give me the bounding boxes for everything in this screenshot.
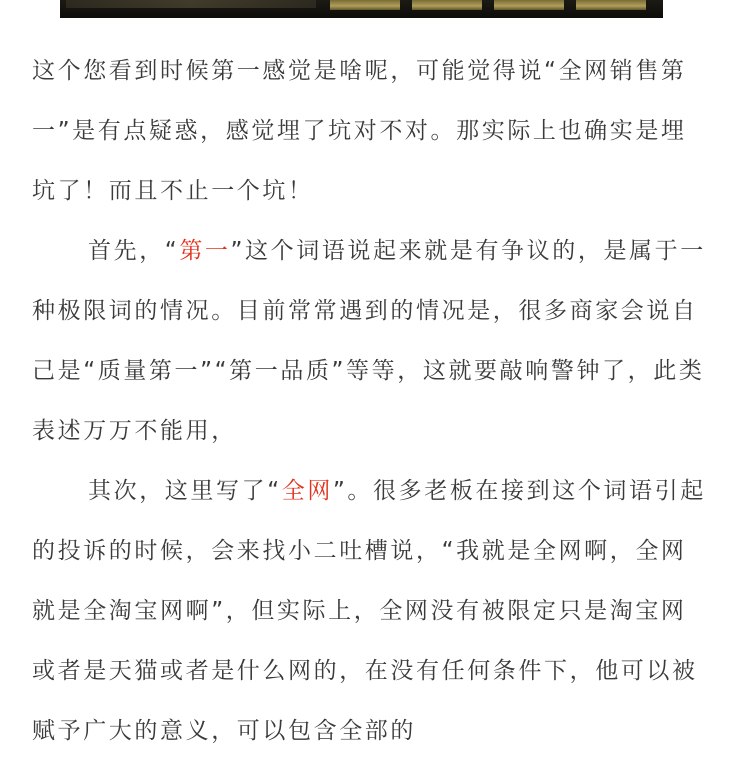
- paragraph-text: ”这个词语说起来就是有争议的，是属于一种极限词的情况。目前常常遇到的情况是，很多商家会说自己是“质量第一”“第一品质”等等，这就要敲响警钟了，此类表述万万不能用，: [32, 238, 706, 444]
- paragraph-text: 这个您看到时候第一感觉是啥呢，可能觉得说“全网销售第一”是有点疑惑，感觉埋了坑对不对。那实际上也确实是埋坑了！而且不止一个坑！: [32, 58, 687, 204]
- paragraph-text: 首先，“: [88, 238, 180, 264]
- banner-glow-block: [412, 0, 482, 10]
- highlighted-term: 第一: [179, 238, 231, 264]
- banner-glow-block: [494, 0, 564, 10]
- banner-blur-strip: [66, 0, 316, 8]
- paragraph-text: 其次，这里写了“: [88, 478, 282, 504]
- article-paragraph-2: [32, 221, 712, 461]
- article-body: [32, 41, 712, 761]
- banner-glow-block: [330, 0, 400, 10]
- highlighted-term: 全网: [281, 478, 333, 504]
- paragraph-text: ”。很多老板在接到这个词语引起的投诉的时候，会来找小二吐槽说，“我就是全网啊，全网就是全淘宝网啊”，但实际上，全网没有被限定只是淘宝网或者是天猫或者是什么网的，在没有任何条件下，他可以被赋予广大的意义，可以包含全部的: [32, 478, 706, 744]
- banner-glow-block: [576, 0, 646, 10]
- article-paragraph-1: [32, 41, 712, 221]
- article-paragraph-3: [32, 461, 712, 761]
- top-banner-image: [60, 0, 663, 18]
